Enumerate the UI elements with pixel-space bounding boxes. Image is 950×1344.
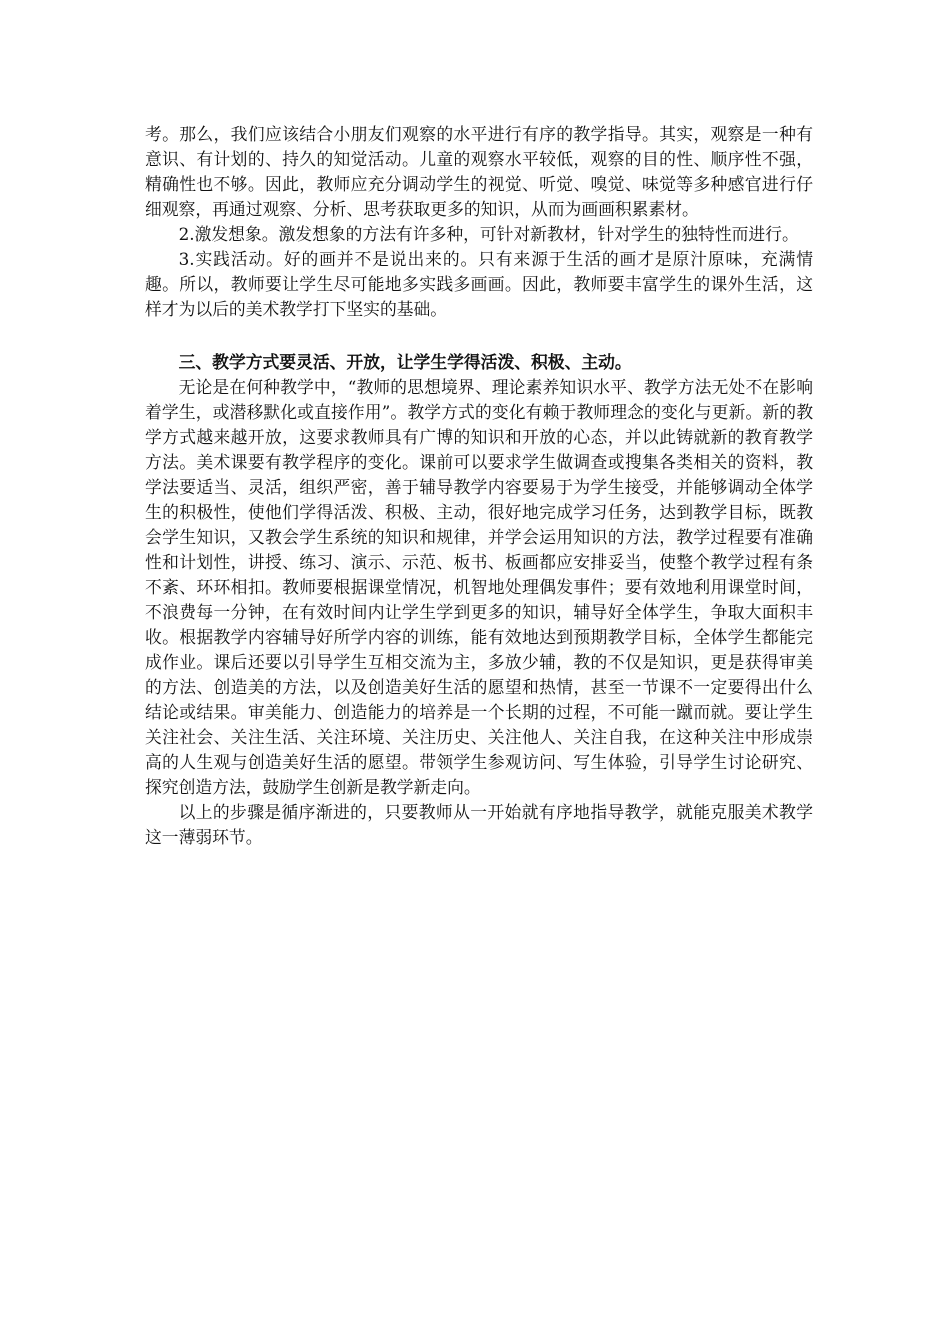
paragraph-teaching-method: 无论是在何种教学中，“教师的思想境界、理论素养知识水平、教学方法无处不在影响着学生，或潜移默化或直接作用”。教学方式的变化有赖于教师理念的变化与更新。新的教学方式越来越开放，这要求教师具有广博的知识和开放的心态，并以此铸就新的教育教学方法。美术课要有教学程序的变化。课前可以要求学生做调查或搜集各类相关的资料，教学法要适当、灵活，组织严密，善于辅导教学内容要易于为学生接受，并能够调动全体学生的积极性，使他们学得活泼、积极、主动，很好地完成学习任务，达到教学目标，既教会学生知识，又教会学生系统的知识和规律，并学会运用知识的方法，教学过程要有准确性和计划性，讲授、练习、演示、示范、板书、板画都应安排妥当，使整个教学过程有条不紊、环环相扣。教师要根据课堂情况，机智地处理偶发事件；要有效地利用课堂时间，不浪费每一分钟，在有效时间内让学生学到更多的知识，辅导好全体学生，争取大面积丰收。根据教学内容辅导好所学内容的训练，能有效地达到预期教学目标，全体学生都能完成作业。课后还要以引导学生互相交流为主，多放少辅，教的不仅是知识，更是获得审美的方法、创造美的方法，以及创造美好生活的愿望和热情，甚至一节课不一定要得出什么结论或结果。审美能力、创造能力的培养是一个长期的过程，不可能一蹴而就。要让学生关注社会、关注生活、关注环境、关注历史、关注他人、关注自我，在这种关注中形成崇高的人生观与创造美好生活的愿望。带领学生参观访问、写生体验，引导学生讨论研究、探究创造方法，鼓励学生创新是教学新走向。 [145, 377, 813, 797]
paragraph-imagination: 2.激发想象。激发想象的方法有许多种，可针对新教材，针对学生的独特性而进行。 [178, 224, 799, 244]
section-heading: 三、教学方式要灵活、开放，让学生学得活泼、积极、主动。 [178, 352, 632, 372]
paragraph-conclusion: 以上的步骤是循序渐进的，只要教师从一开始就有序地指导教学，就能克服美术教学这一薄弱环节。 [145, 802, 813, 847]
document-page [145, 122, 813, 850]
paragraph-practice: 3.实践活动。好的画并不是说出来的。只有来源于生活的画才是原汁原味，充满情趣。所以，教师要让学生尽可能地多实践多画画。因此，教师要丰富学生的课外生活，这样才为以后的美术教学打下坚实的基础。 [145, 249, 813, 319]
paragraph-observation: 考。那么，我们应该结合小朋友们观察的水平进行有序的教学指导。其实，观察是一种有意识、有计划的、持久的知觉活动。儿童的观察水平较低，观察的目的性、顺序性不强，精确性也不够。因此，教师应充分调动学生的视觉、听觉、嗅觉、味觉等多种感官进行仔细观察，再通过观察、分析、思考获取更多的知识，从而为画画积累素材。 [145, 124, 813, 219]
